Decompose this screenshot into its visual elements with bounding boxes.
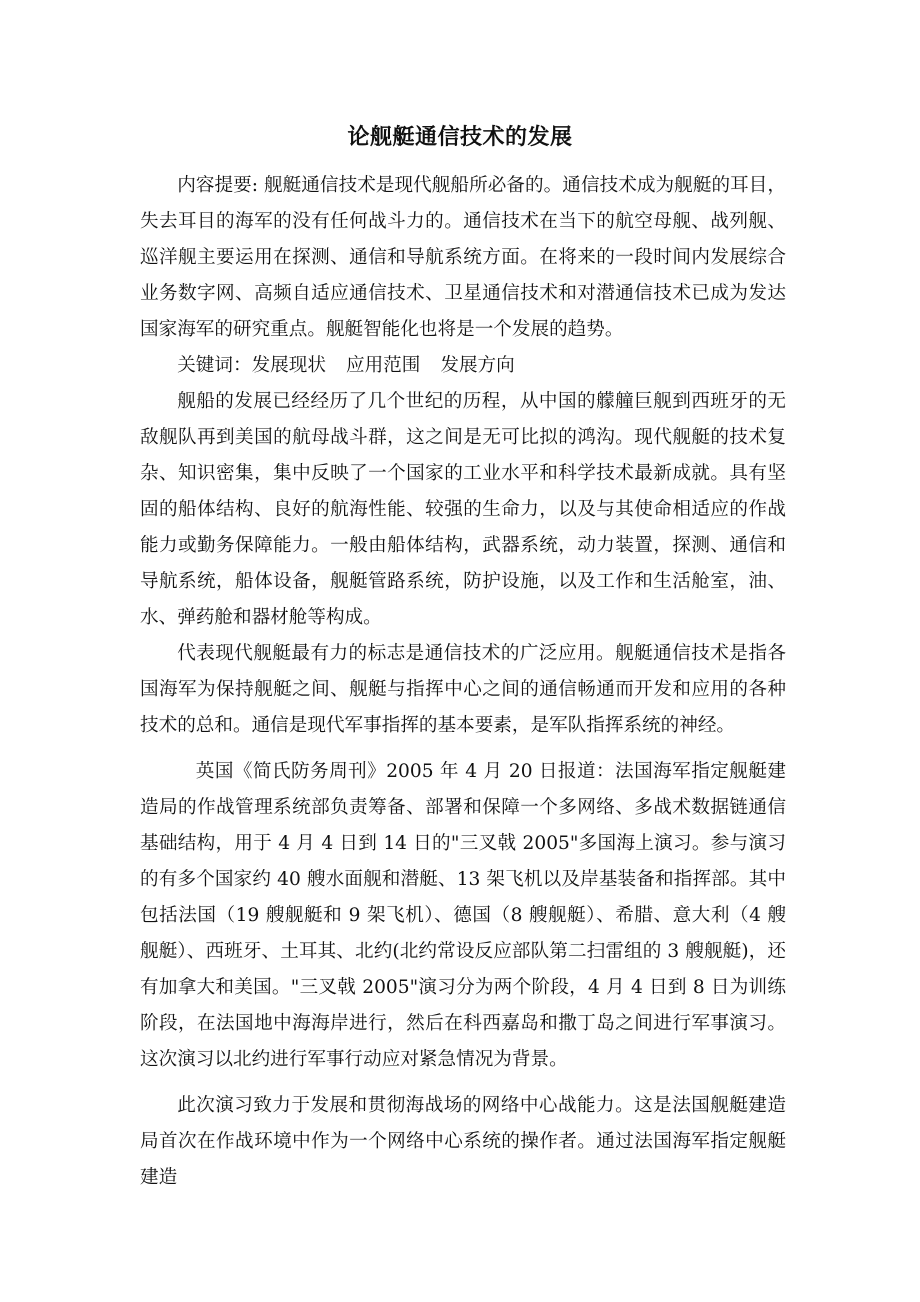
- keyword-item: 发展现状: [251, 355, 326, 376]
- document-title: 论舰艇通信技术的发展: [347, 125, 573, 150]
- keyword-item: 发展方向: [440, 355, 515, 376]
- body-paragraph-3: 英国《简氏防务周刊》2005 年 4 月 20 日报道：法国海军指定舰艇建造局的作战管理系统部负责筹备、部署和保障一个多网络、多战术数据链通信基础结构，用于 4 月 4 日到 14 日的"三叉戟 2005"多国海上演习。参与演习的有多个国家约 40 艘水面舰和潜艇、13 架飞机以及岸基装备和指挥部。其中包括法国（19 艘舰艇和 9 架飞机）、德国（8 艘舰艇）、希腊、意大利（4 艘舰艇）、西班牙、土耳其、北约(北约常设反应部队第二扫雷组的 3 艘舰艇)，还有加拿大和美国。"三叉戟 2005"演习分为两个阶段，4 月 4 日到 8 日为训练阶段，在法国地中海海岸进行，然后在科西嘉岛和撒丁岛之间进行军事演习。这次演习以北约进行军事行动应对紧急情况为背景。: [140, 761, 786, 1070]
- body-paragraph-4: 此次演习致力于发展和贯彻海战场的网络中心战能力。这是法国舰艇建造局首次在作战环境中作为一个网络中心系统的操作者。通过法国海军指定舰艇建造: [140, 1095, 786, 1188]
- keywords-line: [140, 348, 786, 384]
- keywords-label: 关键词：: [177, 355, 252, 376]
- body-paragraph-2: 代表现代舰艇最有力的标志是通信技术的广泛应用。舰艇通信技术是指各国海军为保持舰艇之间、舰艇与指挥中心之间的通信畅通而开发和应用的各种技术的总和。通信是现代军事指挥的基本要素，是军队指挥系统的神经。: [140, 643, 786, 736]
- keyword-item: 应用范围: [345, 355, 421, 376]
- document-body: [140, 168, 786, 1196]
- abstract-paragraph: 内容提要: 舰艇通信技术是现代舰船所必备的。通信技术成为舰艇的耳目，失去耳目的海军的没有任何战斗力的。通信技术在当下的航空母舰、战列舰、巡洋舰主要运用在探测、通信和导航系统方面。在将来的一段时间内发展综合业务数字网、高频自适应通信技术、卫星通信技术和对潜通信技术已成为发达国家海军的研究重点。舰艇智能化也将是一个发展的趋势。: [140, 175, 786, 340]
- body-paragraph-1: 舰船的发展已经经历了几个世纪的历程，从中国的艨艟巨舰到西班牙的无敌舰队再到美国的航母战斗群，这之间是无可比拟的鸿沟。现代舰艇的技术复杂、知识密集，集中反映了一个国家的工业水平和科学技术最新成就。具有坚固的船体结构、良好的航海性能、较强的生命力，以及与其使命相适应的作战能力或勤务保障能力。一般由船体结构，武器系统，动力装置，探测、通信和导航系统，船体设备，舰艇管路系统，防护设施，以及工作和生活舱室，油、水、弹药舱和器材舱等构成。: [140, 391, 786, 628]
